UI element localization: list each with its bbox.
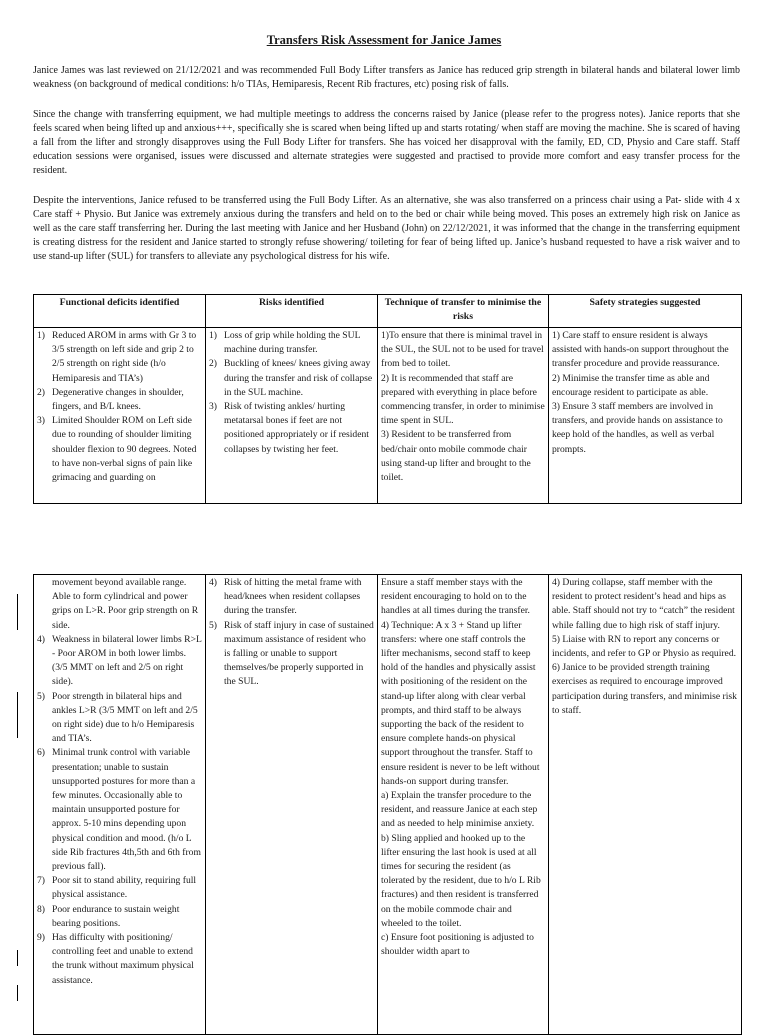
technique-item: 2) It is recommended that staff are prepared with everything in place before commencing transfer, in order to minimise time spent in SUL. <box>381 372 545 427</box>
list-item: 9) Has difficulty with positioning/ controlling feet and unable to extend the trunk without maximum physical assistance. <box>37 932 194 986</box>
list-item: 2) Buckling of knees/ knees giving away during the transfer and risk of collapse in the SUL machine. <box>209 358 373 398</box>
paragraph-review: Janice James was last reviewed on 21/12/2021 and was recommended Full Body Lifter transfers as Janice has reduced grip strength in bilateral hands and bilateral lower limb weakness (on background of medical conditions: h/o TIAs, Hemiparesis, Recent Rib fractures, etc) posing risk of falls. <box>33 65 740 90</box>
safety-item: 5) Liaise with RN to report any concerns or incidents, and refer to GP or Physio as required. <box>552 633 737 660</box>
technique-item: 4) Technique: A x 3 + Stand up lifter transfers: where one staff controls the lifter mechanisms, second staff to keep hold of the handles and physically assist with positioning of the resident on the stand-up lifter along with clear verbal prompts, and third staff to be always supporting the back of the resident to ensure complete hands-on physical support throughout the transfer. Staff to ensure resident is never to be left without hands-on support during transfer. <box>381 619 540 787</box>
table-row <box>34 575 742 1035</box>
list-item: 4) Weakness in bilateral lower limbs R>L - Poor AROM in both lower limbs. (3/5 MMT on left and 2/5 on right side). <box>37 633 202 688</box>
risks-cell <box>206 328 378 504</box>
safety-cell <box>549 328 742 504</box>
safety-item: 6) Janice to be provided strength training exercises as required to encourage improved participation during transfers, and minimise risk to staff. <box>552 662 737 716</box>
list-item: 7) Poor sit to stand ability, requiring full physical assistance. <box>37 875 197 901</box>
safety-item: 2) Minimise the transfer time as able and encourage resident to participate as able. <box>552 372 710 398</box>
list-item: 3) Risk of twisting ankles/ hurting metatarsal bones if feet are not positioned appropriately or if resident collapses by twisting her feet. <box>209 401 369 455</box>
revision-mark <box>17 692 18 738</box>
risk-table-part-1 <box>33 294 742 504</box>
list-item: 8) Poor endurance to sustain weight bearing positions. <box>37 903 180 929</box>
header-safety: Safety strategies suggested <box>549 295 742 328</box>
technique-item: b) Sling applied and hooked up to the lifter ensuring the last hook is used at all times for securing the resident (as tolerated by the resident, due to h/o L Rib fractures) and then resident is transferred on the mobile commode chair and wheeled to the toilet. <box>381 832 541 929</box>
list-item: 6) Minimal trunk control with variable presentation; unable to sustain unsupported postures for more than a few minutes. Occasionally able to maintain unsupported posture for approx. 5-10 mins depending upon physical condition and mood. (h/o L side Rib fractures 4th,5th and 6th from previous fall). <box>37 747 201 873</box>
deficits-cell-continued <box>34 575 206 1035</box>
risks-cell-continued <box>206 575 378 1035</box>
revision-mark <box>17 950 18 966</box>
safety-item: 3) Ensure 3 staff members are involved in transfers, and provide hands on assistance to keep hold of the handles, as well as verbal prompts. <box>552 401 723 455</box>
table-header-row <box>34 295 742 328</box>
document-title: Transfers Risk Assessment for Janice James <box>266 33 502 47</box>
risk-table-part-2 <box>33 574 742 1035</box>
list-item: 4) Risk of hitting the metal frame with head/knees when resident collapses during the transfer. <box>209 577 362 617</box>
header-technique: Technique of transfer to minimise the risks <box>378 295 549 328</box>
technique-item: Ensure a staff member stays with the resident encouraging to hold on to the handles at all times during the transfer. <box>381 577 530 617</box>
header-risks: Risks identified <box>206 295 378 328</box>
list-item: 2) Degenerative changes in shoulder, fingers, and B/L knees. <box>37 386 184 413</box>
technique-item: 3) Resident to be transferred from bed/chair onto mobile commode chair using stand-up lifter and brought to the toilet. <box>381 429 531 484</box>
technique-cell <box>378 328 549 504</box>
paragraph-interventions: Despite the interventions, Janice refused to be transferred using the Full Body Lifter. As an alternative, she was also transferred on a princess chair using a Pat- slide with 4 x Care staff + Physio. But Janice was extremely anxious during the transfers and held on to the bed or chair while being moved. This poses an extremely high risk on Janice as well as the care staff transferring her. During the last meeting with Janice and her Husband (John) on 22/12/2021, it was informed that the change in the transferring equipment is creating distress for the resident and Janice started to strongly refuse showering/ toileting for fear of being lifted up. Janice’s husband requested to have a risk waiver and to use stand-up lifter (SUL) for transfers to alleviate any psychological distress for his wife. <box>33 195 740 262</box>
technique-item: c) Ensure foot positioning is adjusted to shoulder width apart to <box>381 932 534 958</box>
list-item: movement beyond available range. Able to form cylindrical and power grips on L>R. Poor grip strength on R side. <box>52 577 199 631</box>
safety-item: 4) During collapse, staff member with the resident to protect resident’s head and hips as able. Staff should not try to “catch” the resident while falling due to high risk of staff injury. <box>552 577 735 631</box>
list-item: 5) Risk of staff injury in case of sustained maximum assistance of resident who is falling or unable to support themselves/be properly supported in the SUL. <box>209 619 374 688</box>
table-row <box>34 328 742 504</box>
safety-item: 1) Care staff to ensure resident is always assisted with hands-on support throughout the transfer procedure and provide reassurance. <box>552 330 729 370</box>
technique-cell-continued <box>378 575 549 1035</box>
list-item: 1) Reduced AROM in arms with Gr 3 to 3/5 strength on left side and grip 2 to 2/5 strength on right side (h/o Hemiparesis and TIA’s) <box>37 330 197 384</box>
header-functional-deficits: Functional deficits identified <box>34 295 206 328</box>
paragraph-meetings: Since the change with transferring equipment, we had multiple meetings to address the concerns raised by Janice (please refer to the progress notes). Janice reports that she feels scared when being lifted up and anxious+++, specifically she is scared when being lifted up and starts rotating/ when staff are moving the machine. She is scared of having a fall from the lifter and strongly disapproves using the Full Body Lifter for transfers. She has voiced her disapproval with the family, ED, CD, Physio and Care staff. Staff education sessions were organised, issues were discussed and alternate strategies were suggested and practised to provide more comfort and easy transfer process for the resident. <box>33 109 740 176</box>
list-item: 1) Loss of grip while holding the SUL machine during transfer. <box>209 330 361 356</box>
technique-item: 1)To ensure that there is minimal travel in the SUL, the SUL not to be used for travel from bed to toilet. <box>381 330 544 370</box>
revision-mark <box>17 594 18 630</box>
deficits-cell <box>34 328 206 504</box>
safety-cell-continued <box>549 575 742 1035</box>
revision-mark <box>17 985 18 1001</box>
list-item: 5) Poor strength in bilateral hips and ankles L>R (3/5 MMT on left and 2/5 on right side) due to h/o Hemiparesis and TIA’s. <box>37 690 198 745</box>
list-item: 3) Limited Shoulder ROM on Left side due to rounding of shoulder limiting shoulder flexion to 90 degrees. Noted to have non-verbal signs of pain like grimacing and guarding on <box>37 415 197 484</box>
technique-item: a) Explain the transfer procedure to the resident, and reassure Janice at each step and as needed to help minimise anxiety. <box>381 790 538 830</box>
